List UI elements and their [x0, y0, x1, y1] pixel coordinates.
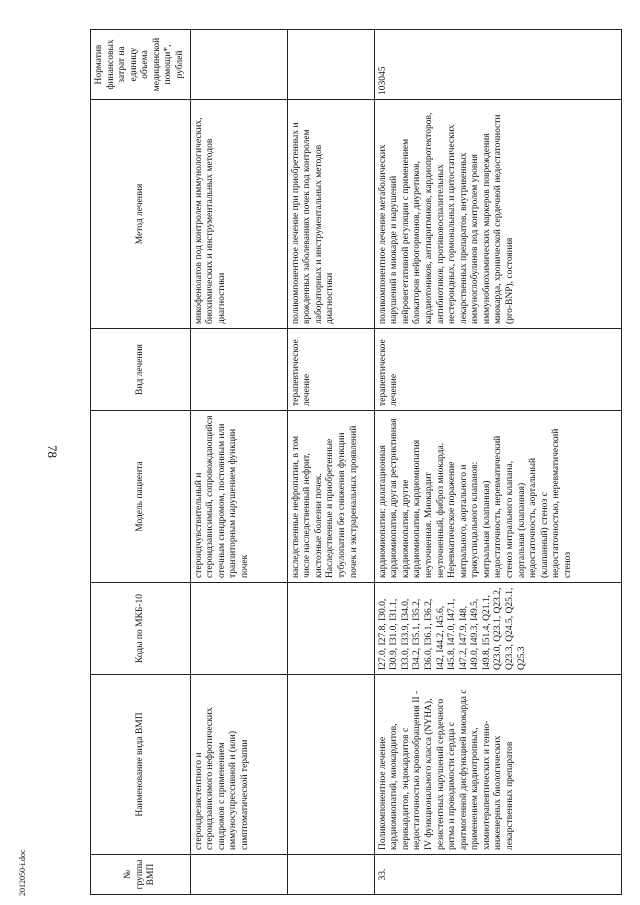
header-norm: Норматив финансовых затрат на единицу объема медицинской помощи*, рублей	[91, 30, 191, 100]
cell-norm	[287, 30, 374, 100]
header-name: Наименование вида ВМП	[91, 675, 191, 855]
cell-model: наследственные нефропатии, в том числе наследственный нефрит, кистозные болезни почек. Наследственные и приобретенные тубулопатии без снижения функции почек и экстраренальных проявлений	[287, 411, 374, 583]
header-group: № группы ВМП	[91, 855, 191, 895]
cell-codes	[190, 583, 287, 675]
cell-group	[287, 855, 374, 895]
table-row	[190, 30, 287, 895]
footer-doc-code: 2012050-i.doc	[18, 849, 27, 896]
cell-type: терапевтическое лечение	[287, 329, 374, 411]
cell-norm	[190, 30, 287, 100]
vmp-table	[90, 29, 622, 895]
cell-method: поликомпонентное лечение при приобретенных и врожденных заболеваниях почек под контролем лабораторных и инструментальных методов диагностики	[287, 100, 374, 329]
header-method: Метод лечения	[91, 100, 191, 329]
cell-method: поликомпонентное лечение метаболических нарушений в миокарде и нарушений нейровегетативной регуляции с применением блокаторов нейрогормонов, диуретиков, кардиотоников, антиаритмиков, кардиопротекторов, антибиотиков, противовоспалительных нестероидных, гормональных и цитостатических лекарственных препаратов, внутривенных иммуноглобулинов под контролем уровня иммунобиохимических маркеров повреждения миокарда, хронической сердечной недостаточности (pro-BNP), состояния	[374, 100, 621, 329]
header-type: Вид лечения	[91, 329, 191, 411]
cell-method: микофенолатов под контролем иммунологических, биохимических и инструментальных методов диагностики	[190, 100, 287, 329]
rotated-table-container	[90, 30, 580, 895]
cell-group	[190, 855, 287, 895]
cell-model: стероидчувствительный и стероидзависимый, сопровождающийся отечным синдромом, постоянным или транзиторным нарушением функции почек	[190, 411, 287, 583]
table-row	[374, 30, 621, 895]
cell-codes	[287, 583, 374, 675]
cell-model: кардиомиопатии: дилатационная кардиомиопатия, другая рестриктивная кардиомиопатия, другие кардиомиопатии, кардиомиопатия неуточненная. Миокардит неуточненный, фиброз миокарда. Неревматическое поражение митрального, аортального и трикуспидального клапанов: митральная (клапанная) недостаточность, неревматический стеноз митрального клапана, аортальная (клапанная) недостаточность, аортальный (клапанный) стеноз с недостаточностью, неревматический стеноз	[374, 411, 621, 583]
header-model: Модель пациента	[91, 411, 191, 583]
cell-group: 33.	[374, 855, 621, 895]
table-header-row	[91, 30, 191, 895]
cell-codes: I27.0, I27.8, I30.0, I30.9, I31.0, I31.1, I33.0, I33.9, I34.0, I34.2, I35.1, I35.2, I36.0, I36.1, I36.2, I42, I44.2, I45.6, I45.8, I47.0, I47.1, I47.2, I47.9, I48, I49.0, I49.3, I49.5, I49.8, I51.4, Q21.1, Q23.0, Q23.1, Q23.2, Q23.3, Q24.5, Q25.1, Q25.3	[374, 583, 621, 675]
cell-name: стероидрезистентного и стероидзависимого нефротических синдромов с применением иммуносупрессивной и (или) симптоматической терапии	[190, 675, 287, 855]
cell-type	[190, 329, 287, 411]
header-codes: Коды по МКБ-10	[91, 583, 191, 675]
cell-norm: 103045	[374, 30, 621, 100]
table-row	[287, 30, 374, 895]
cell-name	[287, 675, 374, 855]
page-number: 78	[45, 445, 60, 458]
cell-name: Поликомпонентное лечение кардиомиопатий, миокардитов, перикардитов, эндокардитов с недостаточностью кровообращения II - IV функционального класса (NYHA), резистентных нарушений сердечного ритма и проводимости сердца с аритмогенной дисфункцией миокарда с применением кардиотропных, химиотерапевтических и генно-инженерных биологических лекарственных препаратов	[374, 675, 621, 855]
cell-type: терапевтическое лечение	[374, 329, 621, 411]
